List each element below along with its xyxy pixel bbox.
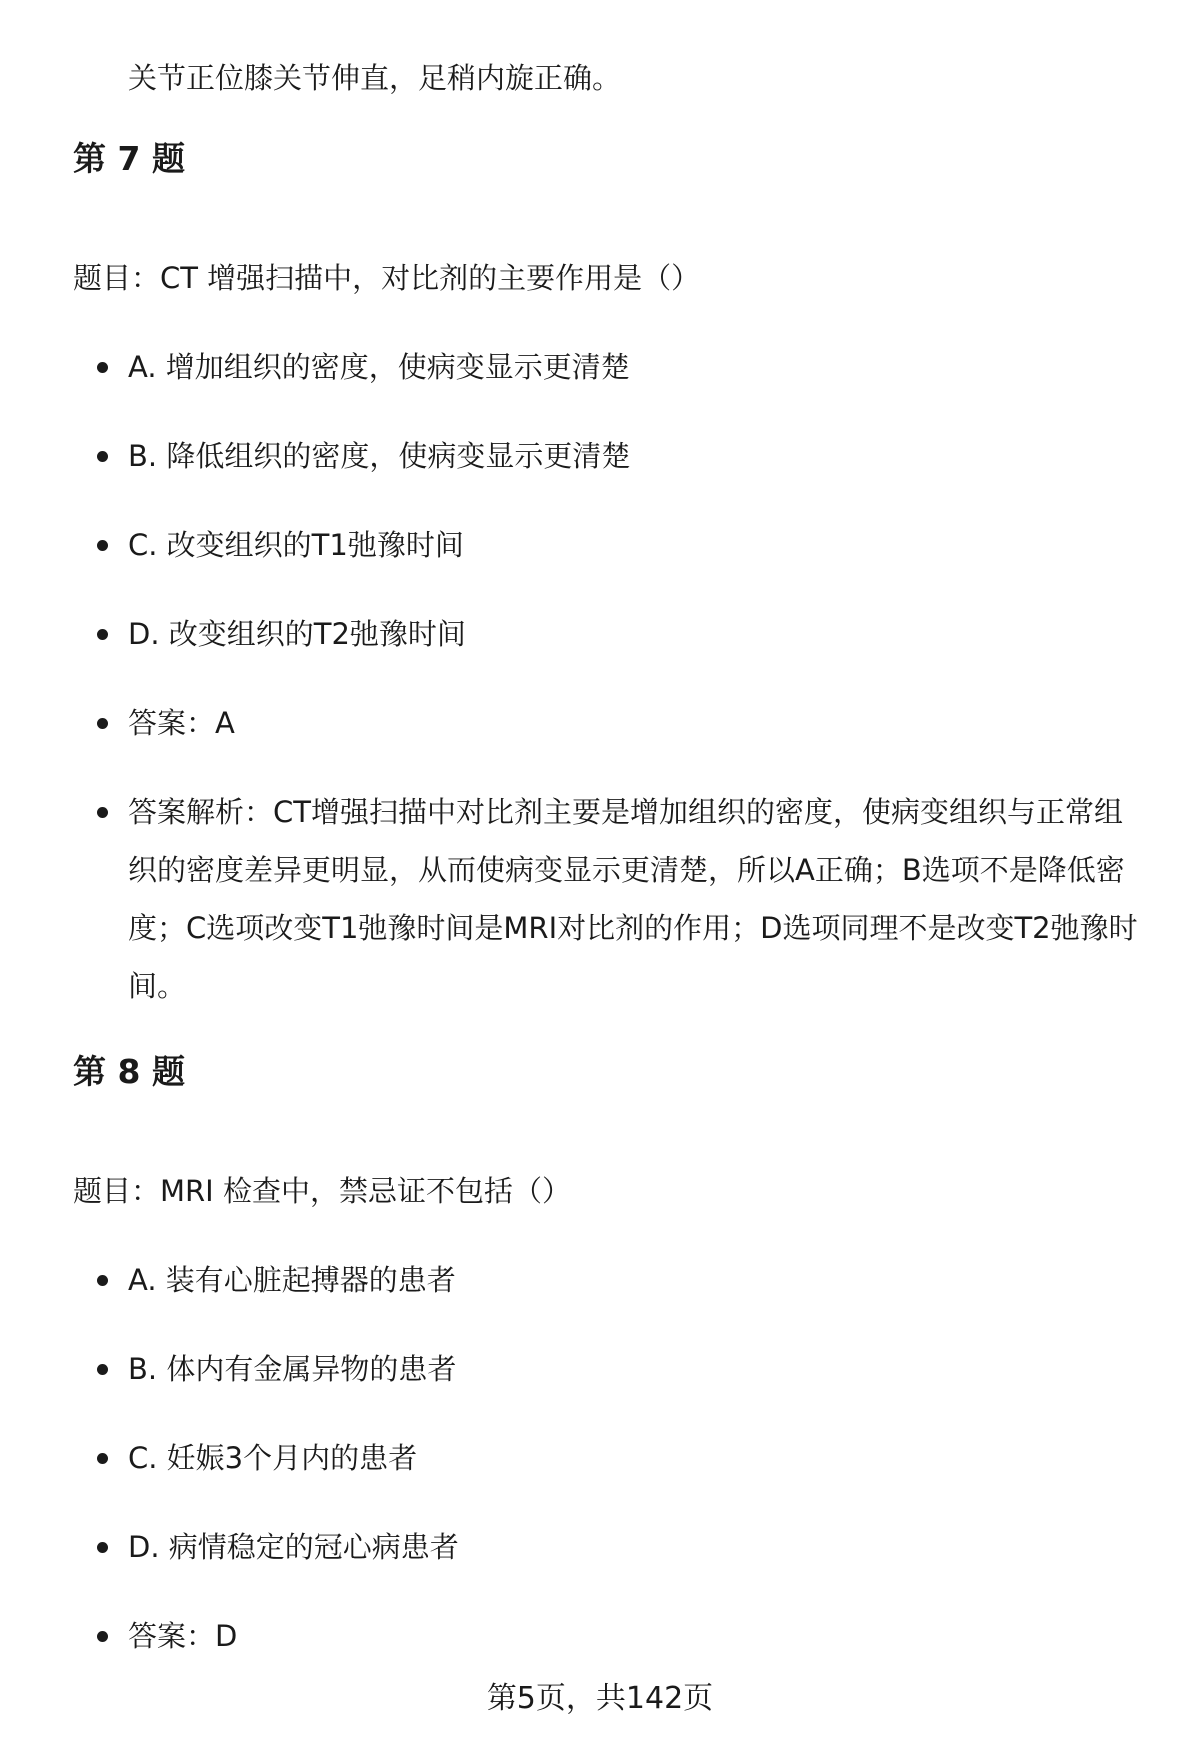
page-footer: 第5页，共142页 (486, 1681, 714, 1716)
bullet-icon (97, 718, 108, 729)
option-text: C. 妊娠3个月内的患者 (128, 1441, 418, 1475)
option-text: B. 降低组织的密度，使病变显示更清楚 (128, 439, 631, 473)
question-7-heading: 第 7 题 (73, 139, 185, 178)
bullet-icon (97, 1364, 108, 1375)
bullet-icon (97, 1631, 108, 1642)
question-8-stem: 题目：MRI 检查中，禁忌证不包括（） (73, 1174, 571, 1208)
option-text: A. 装有心脏起搏器的患者 (128, 1263, 456, 1297)
option-text: A. 增加组织的密度，使病变显示更清楚 (128, 350, 630, 384)
list-item (0, 1527, 1200, 1567)
continuation-text: 关节正位膝关节伸直，足稍内旋正确。 (128, 61, 622, 95)
bullet-icon (97, 540, 108, 551)
option-text: C. 改变组织的T1弛豫时间 (128, 528, 464, 562)
answer-item (0, 703, 1200, 743)
question-7-option-list (0, 347, 1200, 1064)
answer-item (0, 1616, 1200, 1656)
explanation-text: 答案解析：CT增强扫描中对比剂主要是增加组织的密度，使病变组织与正常组织的密度差异更明显，从而使病变显示更清楚，所以A正确；B选项不是降低密度；C选项改变T1弛豫时间是MRI对比剂的作用；D选项同理不是改变T2弛豫时间。 (128, 795, 1138, 1003)
bullet-icon (97, 629, 108, 640)
option-text: B. 体内有金属异物的患者 (128, 1352, 457, 1386)
bullet-icon (97, 1275, 108, 1286)
list-item (0, 1349, 1200, 1389)
bullet-icon (97, 362, 108, 373)
option-text: D. 病情稳定的冠心病患者 (128, 1530, 459, 1564)
question-8-option-list (0, 1260, 1200, 1705)
bullet-icon (97, 1453, 108, 1464)
bullet-icon (97, 1542, 108, 1553)
option-text: D. 改变组织的T2弛豫时间 (128, 617, 466, 651)
bullet-icon (97, 807, 108, 818)
list-item (0, 614, 1200, 654)
list-item (0, 1438, 1200, 1478)
list-item (0, 436, 1200, 476)
list-item (0, 525, 1200, 565)
list-item (0, 347, 1200, 387)
question-8-heading: 第 8 题 (73, 1052, 185, 1091)
answer-text: 答案：D (128, 1619, 238, 1653)
list-item (0, 1260, 1200, 1300)
question-7-stem: 题目：CT 增强扫描中，对比剂的主要作用是（） (73, 261, 701, 295)
answer-text: 答案：A (128, 706, 235, 740)
explanation-item (0, 783, 1148, 1015)
bullet-icon (97, 451, 108, 462)
